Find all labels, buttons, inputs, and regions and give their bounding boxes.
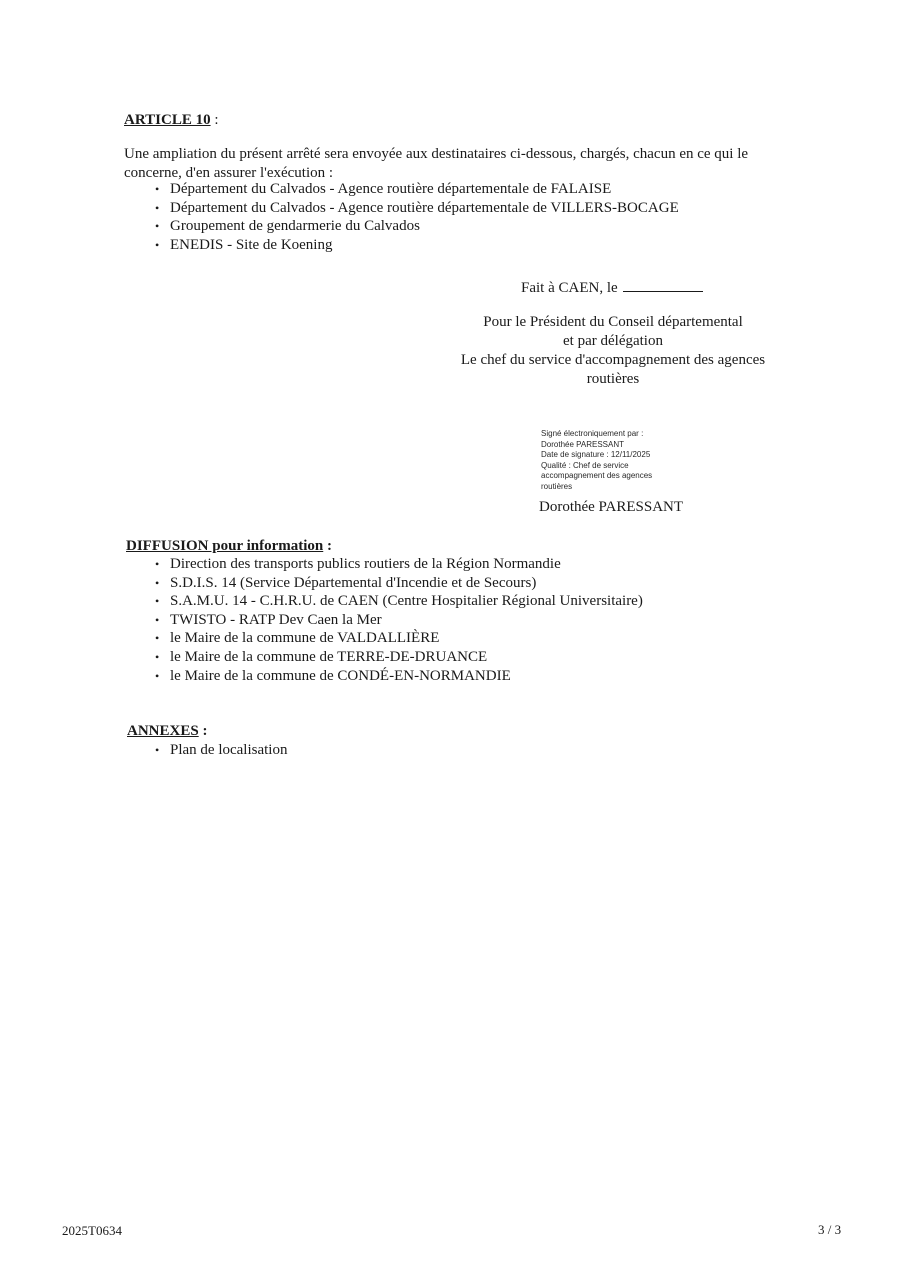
fait-a-line — [521, 277, 703, 298]
bullet-icon: • — [155, 612, 160, 627]
fait-a-text: Fait à CAEN, le — [521, 280, 618, 296]
diffusion-title-suffix: : — [323, 538, 332, 554]
bullet-icon: • — [155, 743, 160, 757]
diffusion-text: TWISTO - RATP Dev Caen la Mer — [170, 611, 382, 628]
e-signature-line: accompagnement des agences — [541, 471, 653, 481]
list-item — [150, 611, 850, 630]
list-item — [150, 555, 850, 574]
signature-block — [440, 313, 786, 389]
article-intro-line: concerne, d'en assurer l'exécution : — [124, 165, 334, 181]
bullet-icon: • — [155, 182, 160, 196]
electronic-signature-stamp — [541, 429, 701, 493]
annexes-title: ANNEXES — [127, 723, 199, 739]
diffusion-text: S.D.I.S. 14 (Service Départemental d'Incendie et de Secours) — [170, 574, 537, 591]
e-signature-line: Date de signature : 12/11/2025 — [541, 450, 651, 460]
bullet-icon: • — [155, 219, 160, 234]
recipients-list — [150, 180, 830, 254]
article-intro — [124, 145, 824, 183]
bullet-icon: • — [155, 200, 160, 215]
e-signature-line: Qualité : Chef de service — [541, 460, 629, 470]
article-heading — [124, 111, 219, 130]
bullet-icon: • — [155, 649, 160, 664]
diffusion-title-rest: pour information — [208, 538, 324, 554]
document-reference: 2025T0634 — [62, 1223, 122, 1238]
list-item — [150, 629, 850, 648]
diffusion-text: Direction des transports publics routiers de la Région Normandie — [170, 556, 561, 572]
diffusion-text: S.A.M.U. 14 - C.H.R.U. de CAEN (Centre Hospitalier Régional Universitaire) — [170, 593, 643, 610]
bullet-icon: • — [155, 237, 160, 252]
page-number: 3 / 3 — [818, 1222, 842, 1237]
e-signature-line: routières — [541, 481, 573, 491]
list-item — [150, 236, 830, 255]
bullet-icon: • — [155, 631, 160, 646]
annexes-list — [150, 741, 550, 760]
bullet-icon: • — [155, 575, 160, 590]
e-signature-line: Signé électroniquement par : — [541, 429, 644, 438]
recipient-text: ENEDIS - Site de Koening — [170, 236, 333, 253]
list-item — [150, 217, 830, 236]
signer-name: Dorothée PARESSANT — [539, 499, 684, 515]
annexes-title-suffix: : — [198, 723, 208, 739]
article-intro-line: Une ampliation du présent arrêté sera envoyée aux destinataires ci-dessous, chargés, chacun en ce qui le — [124, 146, 749, 162]
list-item — [150, 648, 850, 667]
list-item — [150, 574, 850, 593]
list-item — [150, 667, 850, 686]
signature-line: Pour le Président du Conseil départemental — [483, 314, 743, 330]
list-item — [150, 741, 550, 760]
signature-line: et par délégation — [563, 333, 663, 349]
diffusion-list — [150, 555, 850, 685]
list-item — [150, 199, 830, 218]
diffusion-heading — [126, 537, 332, 556]
signature-line: Le chef du service d'accompagnement des agences — [460, 352, 766, 368]
date-blank-line — [623, 277, 703, 292]
annexes-heading — [127, 722, 207, 741]
e-signature-line: Dorothée PARESSANT — [541, 439, 624, 449]
article-title-suffix: : — [210, 112, 219, 128]
list-item — [150, 180, 830, 199]
diffusion-text: le Maire de la commune de TERRE-DE-DRUANCE — [170, 648, 488, 665]
recipient-text: Groupement de gendarmerie du Calvados — [170, 218, 420, 235]
article-title: ARTICLE 10 — [124, 112, 211, 128]
bullet-icon: • — [155, 668, 160, 683]
bullet-icon: • — [155, 557, 160, 571]
diffusion-text: le Maire de la commune de VALDALLIÈRE — [170, 630, 440, 647]
recipient-text: Département du Calvados - Agence routière départementale de VILLERS-BOCAGE — [170, 199, 679, 216]
annex-text: Plan de localisation — [170, 742, 288, 758]
bullet-icon: • — [155, 594, 160, 609]
recipient-text: Département du Calvados - Agence routière départementale de FALAISE — [170, 181, 612, 197]
list-item — [150, 592, 850, 611]
diffusion-title: DIFFUSION — [126, 538, 209, 554]
signature-line: routières — [586, 371, 640, 387]
diffusion-text: le Maire de la commune de CONDÉ-EN-NORMANDIE — [170, 667, 511, 684]
